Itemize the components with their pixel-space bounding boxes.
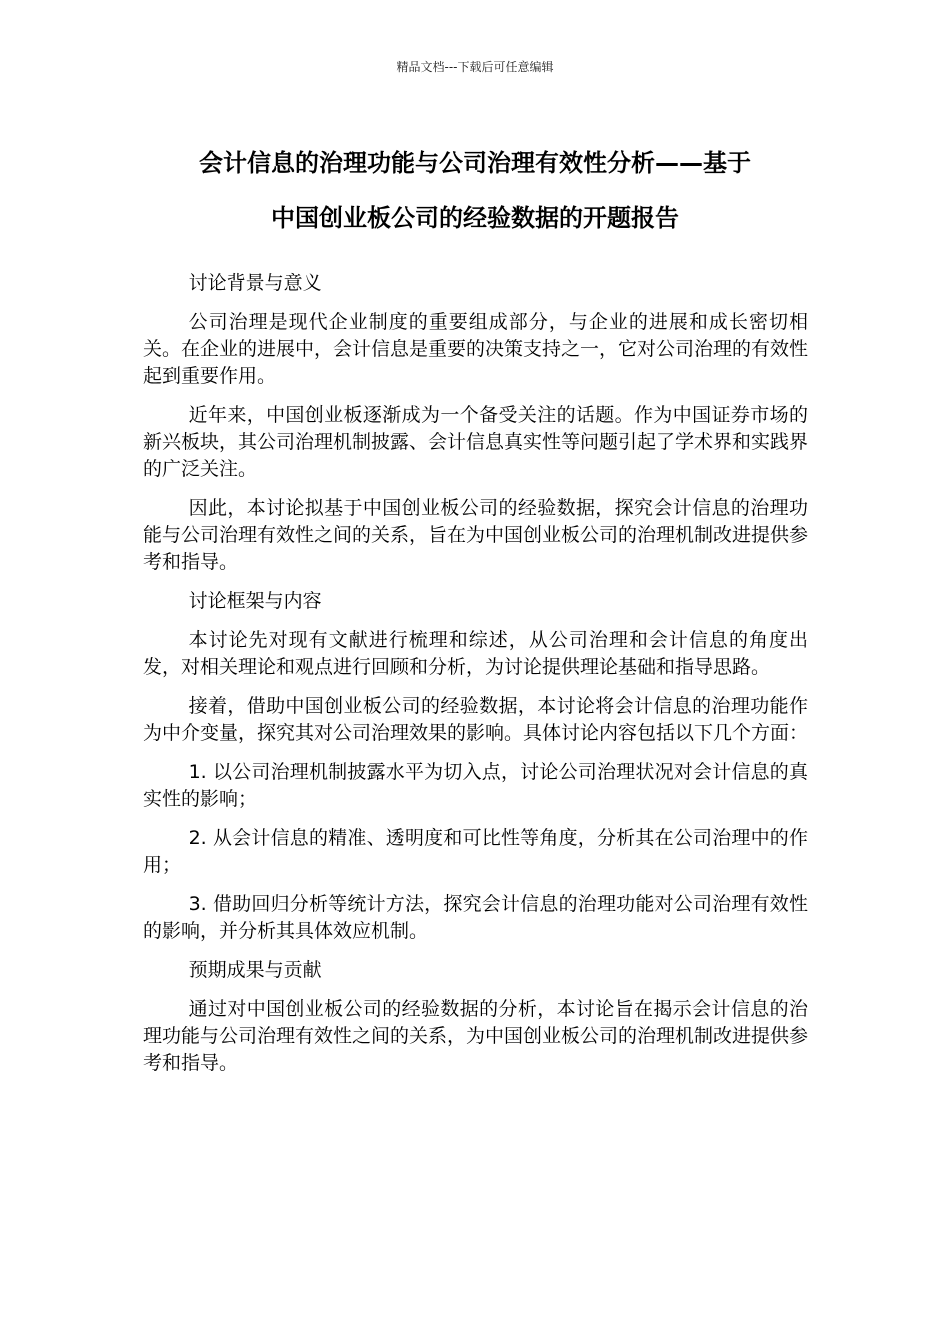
page-header: 精品文档---下载后可任意编辑 — [396, 60, 554, 74]
paragraph: 公司治理是现代企业制度的重要组成部分，与企业的进展和成长密切相关。在企业的进展中，会计信息是重要的决策支持之一，它对公司治理的有效性起到重要作用。 — [143, 311, 809, 387]
title-line-2: 中国创业板公司的经验数据的开题报告 — [271, 204, 679, 232]
section-heading-results: 预期成果与贡献 — [188, 959, 322, 981]
list-item: 3. 借助回归分析等统计方法，探究会计信息的治理功能对公司治理有效性的影响，并分析其具体效应机制。 — [143, 893, 808, 942]
section-heading-background: 讨论背景与意义 — [188, 272, 322, 294]
list-item: 2. 从会计信息的精准、透明度和可比性等角度，分析其在公司治理中的作用； — [143, 827, 808, 876]
paragraph: 本讨论先对现有文献进行梳理和综述，从公司治理和会计信息的角度出发，对相关理论和观点进行回顾和分析，为讨论提供理论基础和指导思路。 — [143, 629, 808, 678]
paragraph: 因此，本讨论拟基于中国创业板公司的经验数据，探究会计信息的治理功能与公司治理有效性之间的关系，旨在为中国创业板公司的治理机制改进提供参考和指导。 — [143, 497, 809, 573]
title-line-1: 会计信息的治理功能与公司治理有效性分析——基于 — [199, 149, 751, 177]
paragraph: 接着，借助中国创业板公司的经验数据，本讨论将会计信息的治理功能作为中介变量，探究其对公司治理效果的影响。具体讨论内容包括以下几个方面： — [143, 695, 809, 744]
paragraph: 近年来，中国创业板逐渐成为一个备受关注的话题。作为中国证券市场的新兴板块，其公司治理机制披露、会计信息真实性等问题引起了学术界和实践界的广泛关注。 — [143, 404, 809, 480]
paragraph: 通过对中国创业板公司的经验数据的分析，本讨论旨在揭示会计信息的治理功能与公司治理有效性之间的关系，为中国创业板公司的治理机制改进提供参考和指导。 — [143, 998, 809, 1074]
list-item: 1. 以公司治理机制披露水平为切入点，讨论公司治理状况对会计信息的真实性的影响； — [143, 761, 808, 810]
section-heading-framework: 讨论框架与内容 — [188, 590, 322, 612]
document-body — [143, 270, 808, 1089]
document-title — [120, 136, 830, 246]
